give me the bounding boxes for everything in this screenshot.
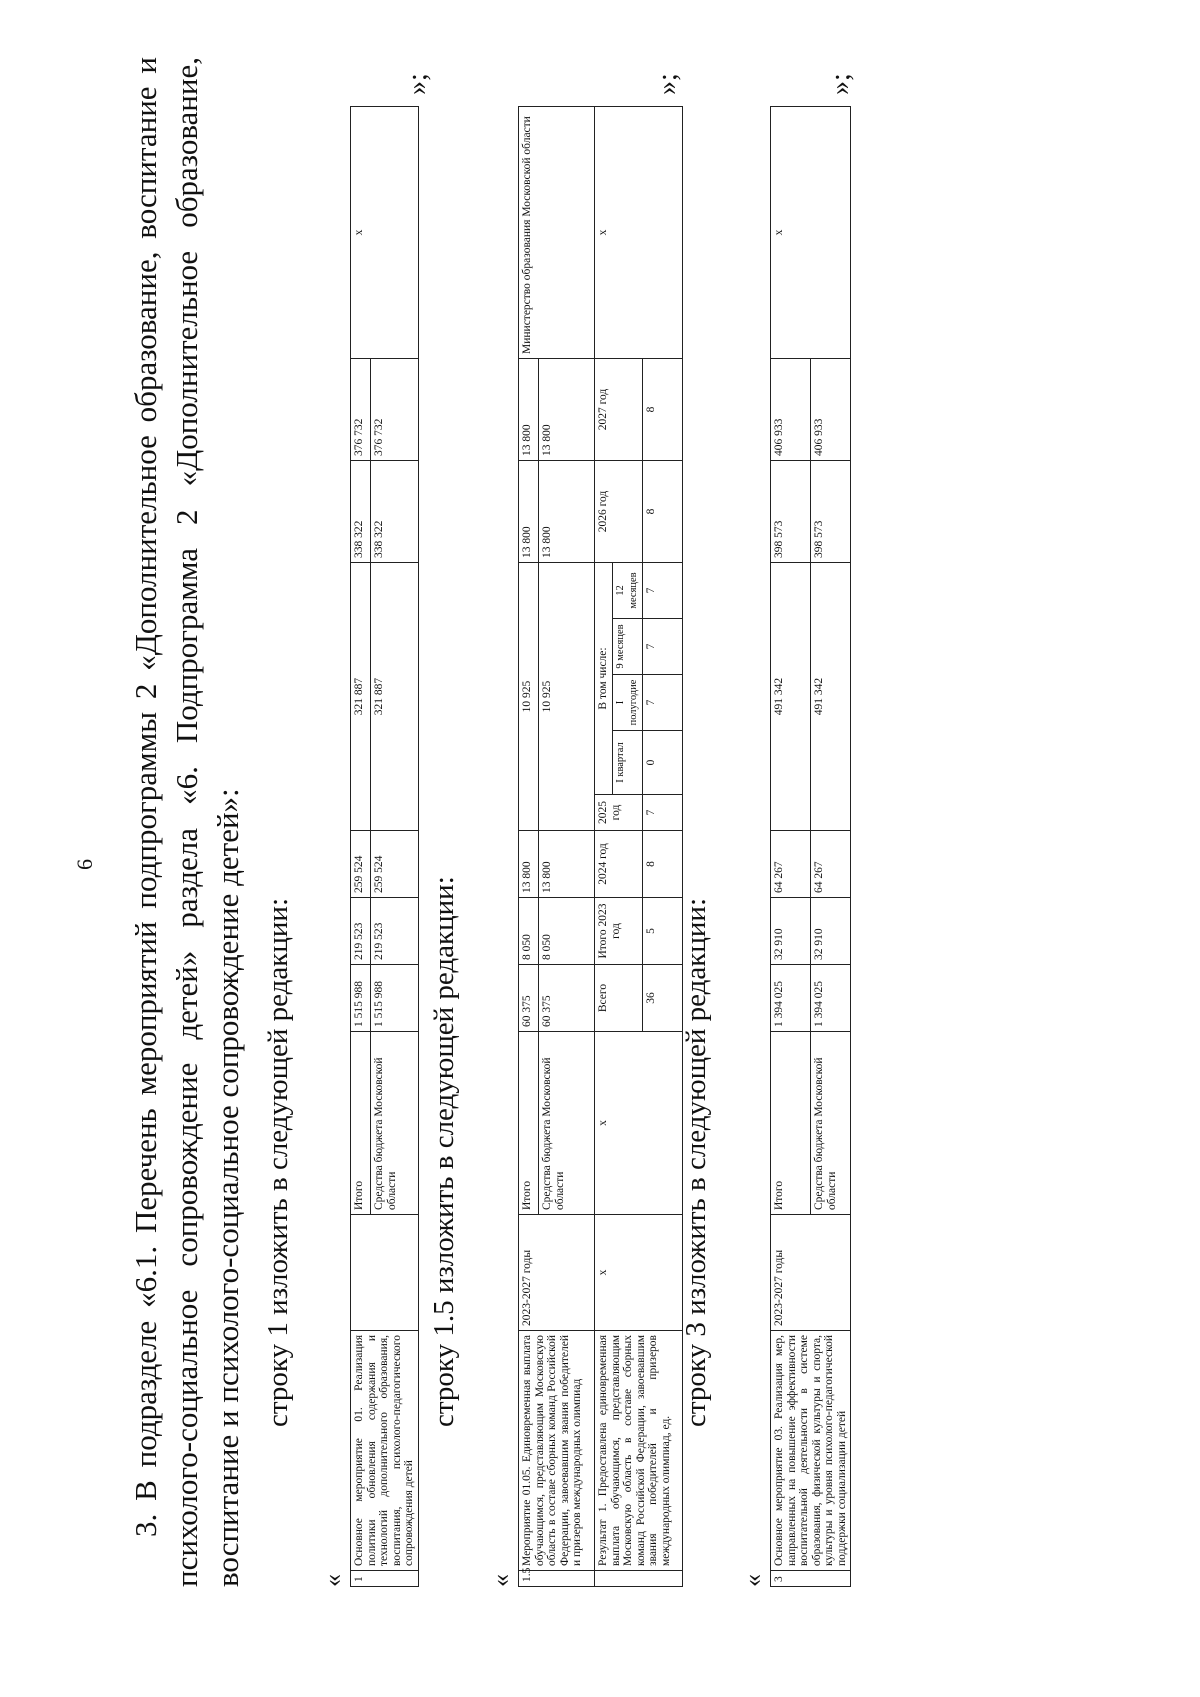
col-header: 2026 год <box>595 461 643 563</box>
value-cell: 321 887 <box>371 563 418 831</box>
value-cell: 1 394 025 <box>811 965 851 1032</box>
section3-open-quote: « <box>738 1574 767 1587</box>
value-cell: 64 267 <box>811 831 851 898</box>
row-number <box>595 1571 683 1587</box>
period-cell: 2023-2027 годы <box>519 1215 595 1331</box>
value-cell: 406 933 <box>771 359 811 461</box>
col-header: В том числе: <box>595 563 613 795</box>
result-source: х <box>595 1032 683 1215</box>
intro-paragraph: 3. В подразделе «6.1. Перечень мероприятий подпрограммы 2 «Дополнительное образование, воспитание и психолого-социальное сопровождение детей» раздела «6. Подпрограмма 2 «Дополнительное образование, воспитание и психолого-социальное сопровождение детей»: <box>128 57 245 1587</box>
col-header: I полугодие <box>613 675 643 731</box>
col-header: 9 месяцев <box>613 619 643 675</box>
value-cell: 8 050 <box>519 898 539 965</box>
source-label: Средства бюджета Московской области <box>371 1032 418 1215</box>
section3-close-quote: »; <box>825 73 856 95</box>
result-period: х <box>595 1215 683 1331</box>
value-cell: 376 732 <box>371 359 418 461</box>
value-cell: 7 <box>643 675 683 731</box>
value-cell: 0 <box>643 731 683 795</box>
col-header: Итого 2023 год <box>595 898 643 965</box>
source-label: Итого <box>771 1032 811 1215</box>
value-cell: 338 322 <box>371 461 418 563</box>
value-cell: 321 887 <box>351 563 371 831</box>
value-cell: 7 <box>643 563 683 619</box>
value-cell: 259 524 <box>371 831 418 898</box>
value-cell: 10 925 <box>519 563 539 831</box>
value-cell: 13 800 <box>539 831 595 898</box>
value-cell: 13 800 <box>519 359 539 461</box>
value-cell: 13 800 <box>539 359 595 461</box>
section3-instruction: строку 3 изложить в следующей редакции: <box>680 898 712 1427</box>
section15-instruction: строку 1.5 изложить в следующей редакции: <box>428 876 460 1427</box>
value-cell: 491 342 <box>811 563 851 831</box>
value-cell: 1 515 988 <box>351 965 371 1032</box>
source-label: Итого <box>351 1032 371 1215</box>
section1-close-quote: »; <box>402 73 433 95</box>
source-label: Средства бюджета Московской области <box>539 1032 595 1215</box>
value-cell: 7 <box>643 795 683 831</box>
section1-table <box>350 106 419 1587</box>
section3-table <box>770 106 851 1587</box>
value-cell: 60 375 <box>519 965 539 1032</box>
col-header: 2027 год <box>595 359 643 461</box>
value-cell: 219 523 <box>371 898 418 965</box>
source-label: Средства бюджета Московской области <box>811 1032 851 1215</box>
measure-name: Основное мероприятие 03. Реализация мер, направленных на повышение эффективности воспитательной деятельности в системе образования, физической культуры и спорта, культуры и уровня психолого-педагогической поддержки социализации детей <box>771 1331 851 1571</box>
source-label: Итого <box>519 1032 539 1215</box>
value-cell: 398 573 <box>771 461 811 563</box>
section15-table <box>518 106 683 1587</box>
section1-open-quote: « <box>318 1574 347 1587</box>
value-cell: 376 732 <box>351 359 371 461</box>
measure-name: Основное мероприятие 01. Реализация политики обновления содержания и технологий дополнительного образования, воспитания, психолого-педагогического сопровождения детей <box>351 1331 419 1571</box>
responsible-cell: х <box>351 107 419 359</box>
value-cell: 8 <box>643 831 683 898</box>
value-cell: 8 <box>643 461 683 563</box>
page-number: 6 <box>72 859 97 870</box>
value-cell: 32 910 <box>811 898 851 965</box>
measure-name: Мероприятие 01.05. Единовременная выплата обучающимся, представляющим Московскую область в составе сборных команд Российской Федерации, завоевавшим звания победителей и призеров международных олимпиад <box>519 1331 595 1571</box>
row-number: 3 <box>771 1571 851 1587</box>
period-cell <box>351 1215 419 1331</box>
section15-close-quote: »; <box>652 73 683 95</box>
result-responsible: х <box>595 107 683 359</box>
value-cell: 259 524 <box>351 831 371 898</box>
value-cell: 219 523 <box>351 898 371 965</box>
value-cell: 7 <box>643 619 683 675</box>
value-cell: 64 267 <box>771 831 811 898</box>
col-header: 12 месяцев <box>613 563 643 619</box>
value-cell: 13 800 <box>519 831 539 898</box>
col-header: I квартал <box>613 731 643 795</box>
value-cell: 1 394 025 <box>771 965 811 1032</box>
result-name: Результат 1. Предоставлена единовременная выплата обучающимся, представляющим Московскую область в составе сборных команд Российской Федерации, завоевавшим звания победителей и призеров международных олимпиад, ед. <box>595 1331 683 1571</box>
value-cell: 8 <box>643 359 683 461</box>
value-cell: 8 050 <box>539 898 595 965</box>
row-number: 1.5 <box>519 1571 595 1587</box>
col-header: 2025 год <box>595 795 643 831</box>
section15-open-quote: « <box>486 1574 515 1587</box>
value-cell: 32 910 <box>771 898 811 965</box>
period-cell: 2023-2027 годы <box>771 1215 851 1331</box>
value-cell: 13 800 <box>539 461 595 563</box>
section1-instruction: строку 1 изложить в следующей редакции: <box>262 898 294 1427</box>
value-cell: 406 933 <box>811 359 851 461</box>
value-cell: 60 375 <box>539 965 595 1032</box>
row-number: 1 <box>351 1571 419 1587</box>
value-cell: 338 322 <box>351 461 371 563</box>
value-cell: 1 515 988 <box>371 965 418 1032</box>
responsible-cell: х <box>771 107 851 359</box>
col-header: 2024 год <box>595 831 643 898</box>
col-header: Всего <box>595 965 643 1032</box>
value-cell: 10 925 <box>539 563 595 831</box>
value-cell: 36 <box>643 965 683 1032</box>
value-cell: 491 342 <box>771 563 811 831</box>
value-cell: 5 <box>643 898 683 965</box>
value-cell: 13 800 <box>519 461 539 563</box>
responsible-cell: Министерство образования Московской области <box>519 107 595 359</box>
value-cell: 398 573 <box>811 461 851 563</box>
